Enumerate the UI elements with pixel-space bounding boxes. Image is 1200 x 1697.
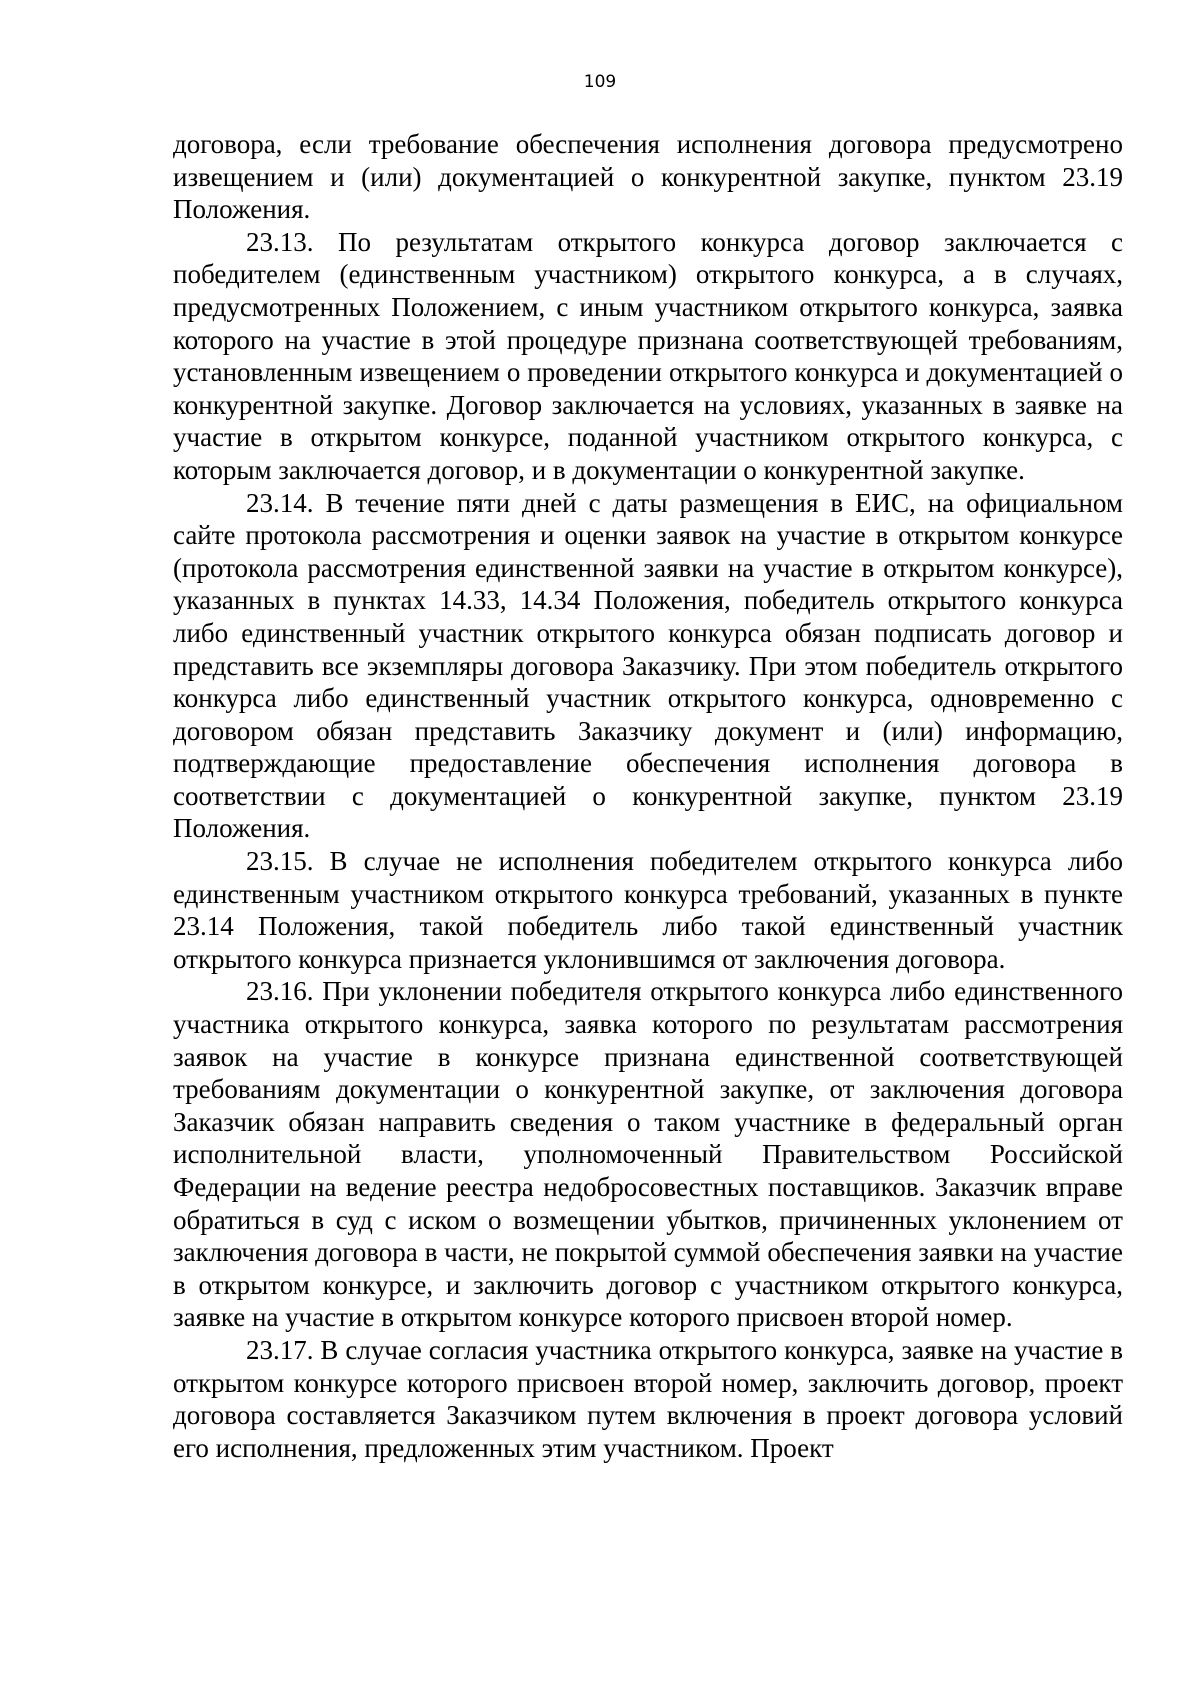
document-body — [173, 128, 1123, 1464]
paragraph-23-13: 23.13. По результатам открытого конкурса договор заключается с победителем (единственным участником) открытого конкурса, а в случаях, предусмотренных Положением, с иным участником открытого конкурса, заявка которого на участие в этой процедуре признана соответствующей требованиям, установленным извещением о проведении открытого конкурса и документацией о конкурентной закупке. Договор заключается на условиях, указанных в заявке на участие в открытом конкурсе, поданной участником открытого конкурса, с которым заключается договор, и в документации о конкурентной закупке. — [173, 226, 1123, 485]
page-number: 109 — [583, 72, 617, 92]
paragraph-continuation: договора, если требование обеспечения исполнения договора предусмотрено извещением и (или) документацией о конкурентной закупке, пунктом 23.19 Положения. — [173, 129, 1123, 225]
paragraph-23-17: 23.17. В случае согласия участника открытого конкурса, заявке на участие в открытом конкурсе которого присвоен второй номер, заключить договор, проект договора составляется Заказчиком путем включения в проект договора условий его исполнения, предложенных этим участником. Проект — [173, 1334, 1123, 1463]
paragraph-23-16: 23.16. При уклонении победителя открытого конкурса либо единственного участника открытого конкурса, заявка которого по результатам рассмотрения заявок на участие в конкурсе признана единственной соответствующей требованиям документации о конкурентной закупке, от заключения договора Заказчик обязан направить сведения о таком участнике в федеральный орган исполнительной власти, уполномоченный Правительством Российской Федерации на ведение реестра недобросовестных поставщиков. Заказчик вправе обратиться в суд с иском о возмещении убытков, причиненных уклонением от заключения договора в части, не покрытой суммой обеспечения заявки на участие в открытом конкурсе, и заключить договор с участником открытого конкурса, заявке на участие в открытом конкурсе которого присвоен второй номер. — [173, 976, 1123, 1333]
paragraph-23-15: 23.15. В случае не исполнения победителем открытого конкурса либо единственным участником открытого конкурса требований, указанных в пункте 23.14 Положения, такой победитель либо такой единственный участник открытого конкурса признается уклонившимся от заключения договора. — [173, 846, 1123, 974]
paragraph-23-14: 23.14. В течение пяти дней с даты размещения в ЕИС, на официальном сайте протокола рассмотрения и оценки заявок на участие в открытом конкурсе (протокола рассмотрения единственной заявки на участие в открытом конкурсе), указанных в пунктах 14.33, 14.34 Положения, победитель открытого конкурса либо единственный участник открытого конкурса обязан подписать договор и представить все экземпляры договора Заказчику. При этом победитель открытого конкурса либо единственный участник открытого конкурса, одновременно с договором обязан представить Заказчику документ и (или) информацию, подтверждающие предоставление обеспечения исполнения договора в соответствии с документацией о конкурентной закупке, пунктом 23.19 Положения. — [173, 487, 1123, 844]
